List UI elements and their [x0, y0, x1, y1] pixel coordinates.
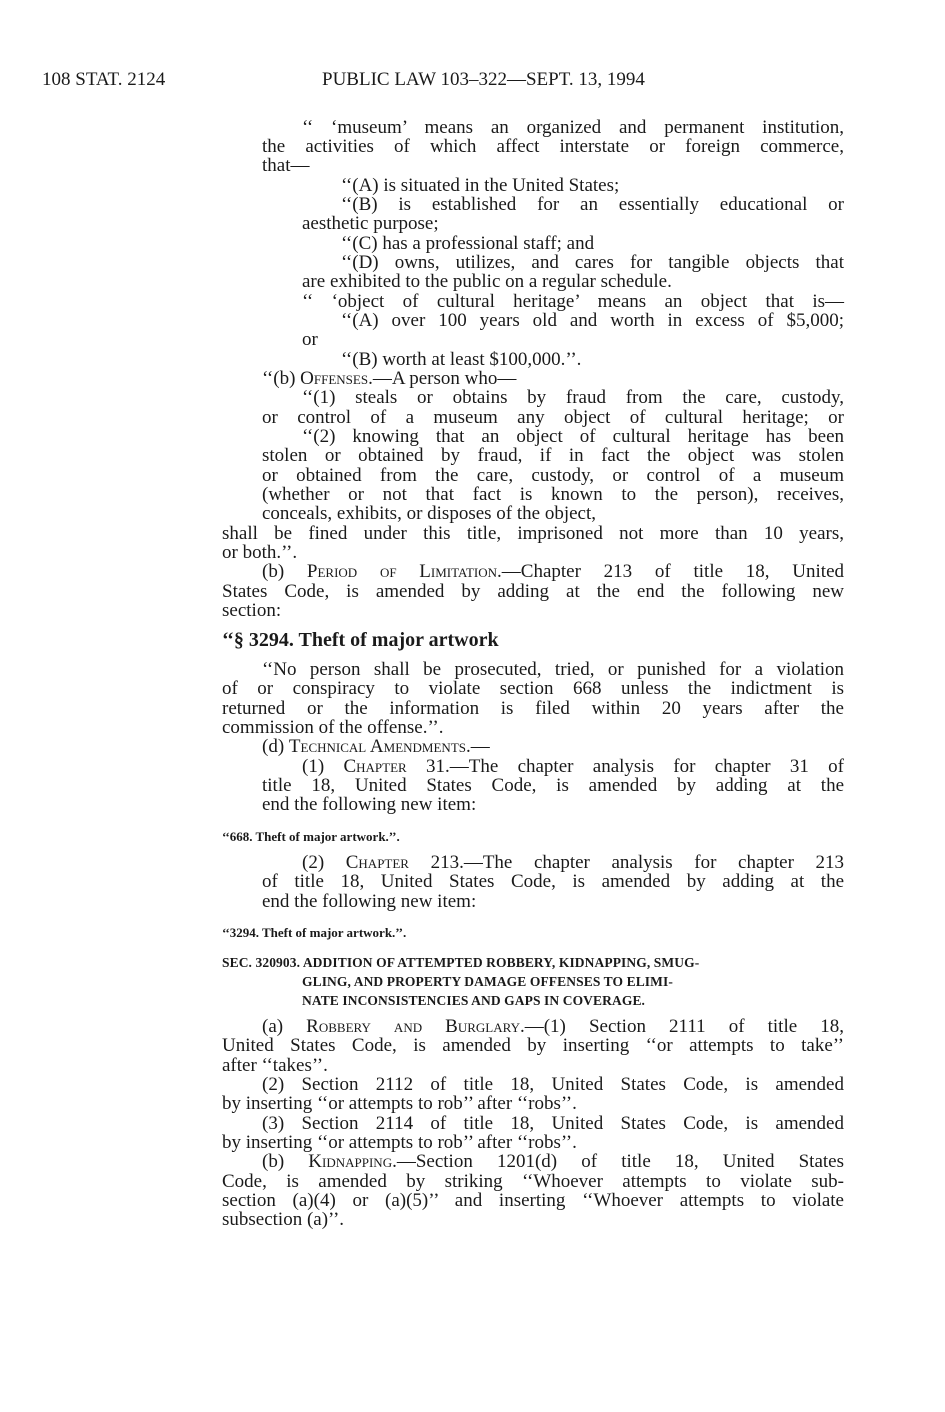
text-line: (3) Section 2114 of title 18, United States Code, is amended — [262, 1113, 844, 1134]
text-line: Code, is amended by striking ‘‘Whoever attempts to violate sub- — [222, 1171, 844, 1192]
text-line: returned or the information is filed within 20 years after the — [222, 698, 844, 719]
section-heading-320903: GLING, AND PROPERTY DAMAGE OFFENSES TO ELIMI- — [302, 974, 673, 989]
text-line: ‘‘(B) is established for an essentially educational or — [341, 194, 844, 215]
text-line: subsection (a)’’. — [222, 1209, 345, 1230]
section-heading-320903: NATE INCONSISTENCIES AND GAPS IN COVERAGE. — [302, 993, 646, 1008]
text-line: section: — [222, 600, 282, 621]
text-line: or control of a museum any object of cultural heritage; or — [262, 407, 844, 428]
text-line: by inserting ‘‘or attempts to rob’’ after ‘‘robs’’. — [222, 1093, 577, 1114]
text-line: ‘‘No person shall be prosecuted, tried, or punished for a violation — [262, 659, 844, 680]
section-heading-3294: ‘‘§ 3294. Theft of major artwork — [222, 629, 499, 651]
analysis-item-3294: ‘‘3294. Theft of major artwork.’’. — [222, 925, 407, 940]
text-line: ‘‘(B) worth at least $100,000.’’. — [341, 349, 582, 370]
text-line: United States Code, is amended by inserting ‘‘or attempts to take’’ — [222, 1035, 844, 1056]
text-line: ‘‘(C) has a professional staff; and — [341, 233, 595, 254]
text-line: ‘‘(A) is situated in the United States; — [341, 175, 620, 196]
text-line: commission of the offense.’’. — [222, 717, 444, 738]
text-line: the activities of which affect interstate or foreign commerce, — [262, 136, 844, 157]
text-line: stolen or obtained by fraud, if in fact the object was stolen — [262, 445, 844, 466]
text-line: of title 18, United States Code, is amended by adding at the — [262, 871, 844, 892]
text-line: States Code, is amended by adding at the end the following new — [222, 581, 844, 602]
text-line: end the following new item: — [262, 891, 477, 912]
text-line: after ‘‘takes’’. — [222, 1055, 328, 1076]
text-line: are exhibited to the public on a regular schedule. — [302, 271, 672, 292]
text-line: or both.’’. — [222, 542, 298, 563]
text-line: or — [302, 329, 318, 350]
text-line: aesthetic purpose; — [302, 213, 439, 234]
text-line: ‘‘ ‘museum’ means an organized and permanent institution, — [302, 117, 844, 138]
text-line: or obtained from the care, custody, or control of a museum — [262, 465, 844, 486]
text-line: that— — [262, 155, 310, 176]
text-line: end the following new item: — [262, 794, 477, 815]
text-line: ‘‘(1) steals or obtains by fraud from the care, custody, — [302, 387, 844, 408]
text-line: (whether or not that fact is known to the person), receives, — [262, 484, 844, 505]
analysis-item-668: ‘‘668. Theft of major artwork.’’. — [222, 829, 400, 844]
text-line: ‘‘(A) over 100 years old and worth in excess of $5,000; — [341, 310, 844, 331]
text-line: (2) Section 2112 of title 18, United States Code, is amended — [262, 1074, 844, 1095]
subsection-heading: (b) Kidnapping.—Section 1201(d) of title 18, United States — [262, 1151, 844, 1172]
text-line: by inserting ‘‘or attempts to rob’’ after ‘‘robs’’. — [222, 1132, 577, 1153]
text-line: section (a)(4) or (a)(5)’’ and inserting ‘‘Whoever attempts to violate — [222, 1190, 844, 1211]
paragraph-heading: (2) Chapter 213.—The chapter analysis for chapter 213 — [302, 852, 845, 873]
subsection-heading: (a) Robbery and Burglary.—(1) Section 2111 of title 18, — [262, 1016, 844, 1037]
text-line: title 18, United States Code, is amended by adding at the — [262, 775, 844, 796]
text-line: ‘‘ ‘object of cultural heritage’ means an object that is— — [302, 291, 844, 312]
stat-reference: 108 STAT. 2124 — [42, 69, 166, 90]
subsection-heading: (d) Technical Amendments.— — [262, 736, 490, 757]
subsection-heading: (b) Period of Limitation.—Chapter 213 of title 18, United — [262, 561, 845, 582]
section-heading-320903: SEC. 320903. ADDITION OF ATTEMPTED ROBBERY, KIDNAPPING, SMUG- — [222, 955, 700, 970]
text-line: of or conspiracy to violate section 668 unless the indictment is — [222, 678, 844, 699]
subsection-heading: ‘‘(b) Offenses.—A person who— — [262, 368, 517, 389]
text-line: ‘‘(2) knowing that an object of cultural heritage has been — [302, 426, 844, 447]
paragraph-heading: (1) Chapter 31.—The chapter analysis for chapter 31 of — [302, 756, 845, 777]
text-line: ‘‘(D) owns, utilizes, and cares for tangible objects that — [341, 252, 844, 273]
running-head: PUBLIC LAW 103–322—SEPT. 13, 1994 — [322, 69, 645, 90]
text-line: shall be fined under this title, imprisoned not more than 10 years, — [222, 523, 844, 544]
text-line: conceals, exhibits, or disposes of the object, — [262, 503, 597, 524]
